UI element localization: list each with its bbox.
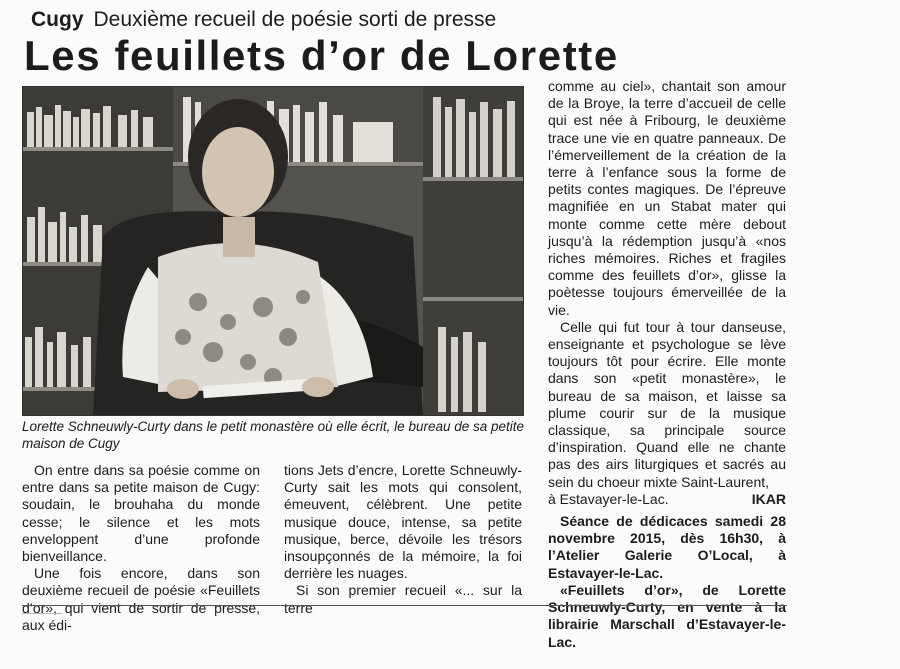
column2-paragraph-2: Si son premier recueil «... sur la terre — [284, 582, 522, 616]
article-column-3 — [548, 78, 786, 651]
column3-paragraph-2: Celle qui fut tour à tour danseuse, enseignante et psychologue se lève toujours tôt pour écrire. Elle monte dans son «petit monastère», le bureau de sa maison, et laisse sa plume courir sur de la musique classique, sa principale source d’inspiration. Quand elle ne chante pas des airs liturgiques et sacrés au sein du choeur mixte Saint-Laurent, — [548, 318, 786, 490]
column1-paragraph-1: On entre dans sa poésie comme on entre dans sa petite maison de Cugy: soudain, le brouhaha du monde cesse; le silence et les mots enveloppent d’une profonde bienveillance. — [22, 462, 260, 565]
column3-paragraph-1: comme au ciel», chantait son amour de la Broye, la terre d’accueil de celle qui est née à Fribourg, le deuxième trace une vie en quatre panneaux. De l’émerveillement de la création de la terre à l’enfance sous la forme de petits contes magiques. De l’épreuve magnifiée en un Stabat mater qui monte comme cette mère debout jusqu’à la rédemption jusqu’à «nos riches mémoires. Riches et fragiles comme des feuillets d’or», glisse la poètesse toujours émerveillée de la vie. — [548, 78, 786, 318]
woman-in-study-photo — [23, 87, 523, 415]
signoff-line — [548, 491, 786, 508]
column2-paragraph-1: tions Jets d’encre, Lorette Schneuwly-Curty sait les mots qui consolent, émeuvent, célèbrent. Une petite musique douce, intense, sa petite musique, berce, dévoile les trésors insoupçonnés de la mémoire, la foi derrière les nuages. — [284, 462, 522, 582]
column1-paragraph-2: Une fois encore, dans son deuxième recueil de poésie «Feuillets d’or», qui vient de sortir de presse, aux édi- — [22, 565, 260, 633]
book-availability-info: «Feuillets d’or», de Lorette Schneuwly-Curty, en vente à la librairie Marschall d’Estavayer-le-Lac. — [548, 581, 786, 650]
event-info — [548, 513, 786, 651]
signing-session-info: Séance de dédicaces samedi 28 novembre 2015, dès 16h30, à l’Atelier Galerie O’Local, à Estavayer-le-Lac. — [548, 513, 786, 581]
kicker-place: Cugy — [31, 8, 84, 31]
article-column-1 — [22, 462, 260, 634]
kicker — [31, 7, 496, 33]
photo-caption: Lorette Schneuwly-Curty dans le petit monastère où elle écrit, le bureau de sa petite maison de Cugy — [22, 419, 525, 451]
column3-paragraph-2-end: à Estavayer-le-Lac. — [548, 490, 669, 507]
author-signature: IKAR — [751, 490, 786, 507]
article-column-2 — [284, 462, 522, 617]
kicker-subtitle: Deuxième recueil de poésie sorti de presse — [93, 8, 497, 31]
bottom-divider — [22, 605, 787, 606]
bottom-divider-short — [22, 613, 62, 614]
article-photo — [22, 86, 524, 416]
headline: Les feuillets d’or de Lorette — [24, 32, 619, 79]
